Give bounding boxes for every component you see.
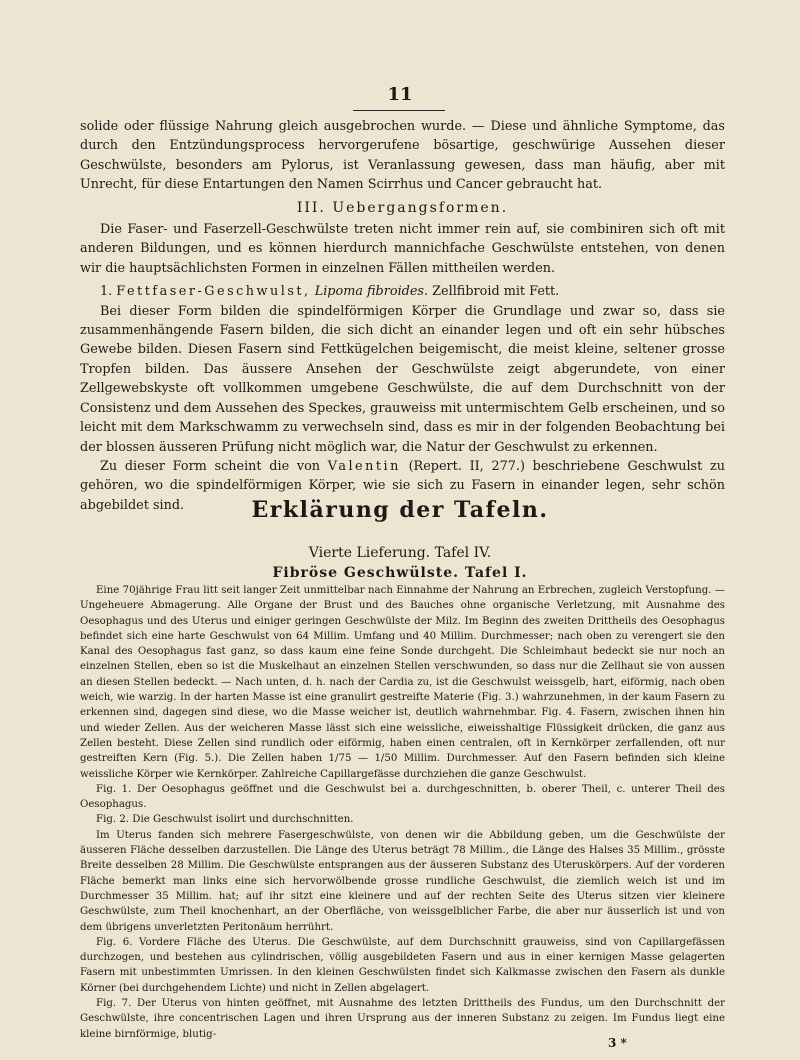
text-fragment: (Repert. II, 277.) beschriebene Geschwulst zu gehören, wo die spindelförmigen Körper, wie sie sich zu Fasern in einander legen, sehr schön abgebildet sind. <box>80 458 725 513</box>
small-paragraph: Im Uterus fanden sich mehrere Fasergeschwülste, von denen wir die Abbildung geben, um die Geschwülste der äusseren Fläche desselben darzustellen. Die Länge des Uterus beträgt 78 Millim., die Länge des Halses 35 Millim., grösste Breite desselben 28 Millim. Die Geschwülste entsprangen aus der äusseren Substanz des Uteruskörpers. Auf der vorderen Fläche bemerkt man links eine sich hervorwölbende grosse rundliche Geschwulst, die ziemlich weich ist und im Durchmesser 35 Millim. hat; auf ihr sitzt eine kleinere und auf der rechten Seite des Uterus sitzen vier kleinere Geschwülste, zum Theil knochenhart, an der Oberfläche, von weissgelblicher Farbe, die aber nur äusserlich ist und von dem übrigens unverletzten Peritonäum herrührt. <box>80 829 725 933</box>
author-name: Valentin <box>327 458 401 474</box>
subsection-heading-fettfaser <box>80 282 725 301</box>
small-paragraph: Eine 70jährige Frau litt seit langer Zeit unmittelbar nach Einnahme der Nahrung an Erbrechen, zugleich Verstopfung. — Ungeheuere Abmagerung. Alle Organe der Brust und des Bauches ohne organische Verletzung, mit Ausnahme des Oesophagus und des Uterus und einiger geringen Geschwülste der Milz. Im Beginn des zweiten Drittheils des Oesophagus befindet sich eine harte Geschwulst von 64 Millim. Umfang und 40 Millim. Durchmesser; nach oben zu verengert sie den Kanal des Oesophagus fast ganz, so dass kaum eine feine Sonde durchgeht. Die Schleimhaut bedeckt sie nur noch an einzelnen Stellen, eben so ist die Muskelhaut an einzelnen Stellen verschwunden, so dass nur die Zellhaut sie von aussen an diesen Stellen bedeckt. — Nach unten, d. h. nach der Cardia zu, ist die Geschwulst weissgelb, hart, eiförmig, nach oben weich, wie warzig. In der harten Masse ist eine granulirt gestreifte Materie (Fig. 3.) wahrzunehmen, in der kaum Fasern zu erkennen sind, dagegen sind diese, wo die Masse weicher ist, deutlich wahrnehmbar. Fig. 4. Fasern, zwischen ihnen hin und wieder Zellen. Aus der weicheren Masse lässt sich eine weissliche, eiweisshaltige Flüssigkeit drücken, die ganz aus Zellen besteht. Diese Zellen sind rundlich oder eiförmig, haben einen centralen, oft in Kernkörper zerfallenden, oft nur gestreiften Kern (Fig. 5.). Die Zellen haben 1/75 — 1/50 Millim. Durchmesser. Auf den Fasern befinden sich kleine weissliche Körper wie Kernkörper. Zahlreiche Capillargefässe durchziehen die ganze Geschwulst. <box>80 585 725 780</box>
page-number: 11 <box>387 84 413 105</box>
main-text <box>80 117 725 515</box>
subsection-subtitle: Zellfibroid mit Fett. <box>432 284 560 300</box>
small-paragraph: Fig. 7. Der Uterus von hinten geöffnet, mit Ausnahme des letzten Drittheils des Fundus, um den Durchschnitt der Geschwülste, ihre concentrischen Lagen und ihren Ursprung aus der inneren Substanz zu zeigen. Im Fundus liegt eine kleine birnförmige, blutig- <box>80 998 725 1040</box>
subsection-title: Fettfaser-Geschwulst, <box>116 284 311 300</box>
small-paragraph: Fig. 6. Vordere Fläche des Uterus. Die Geschwülste, auf dem Durchschnitt grauweiss, sind von Capillargefässen durchzogen, und bestehen aus cylindrischen, völlig ausgebildeten Fasern und aus in einer kernigen Masse gelagerten Fasern mit unbestimmten Umrissen. In den kleinen Geschwülsten findet sich Kalkmasse zwischen den Fasern als dunkle Körner (bei durchgehendem Lichte) und nicht in Zellen abgelagert. <box>80 936 725 994</box>
plate-explanation-text <box>80 583 725 1042</box>
small-paragraph: Fig. 1. Der Oesophagus geöffnet und die Geschwulst bei a. durchgeschnitten, b. oberer Theil, c. unterer Theil des Oesophagus. <box>80 783 725 811</box>
paragraph-fettfaser-description: Bei dieser Form bilden die spindelförmigen Körper die Grundlage und zwar so, dass sie zusammenhängende Fasern bilden, die sich dicht an einander legen und oft ein sehr hübsches Gewebe bilden. Diesen Fasern sind Fettkügelchen beigemischt, die meist kleine, seltener grosse Tropfen bilden. Das äussere Ansehen der Geschwülste zeigt abgerundete, von einer Zellgewebskyste oft vollkommen umgebene Geschwülste, die auf dem Durchschnitt von der Consistenz und dem Aussehen des Speckes, grauweiss mit untermischtem Gelb erscheinen, und so leicht mit dem Markschwamm zu verwechseln sind, dass es mir in der folgenden Beobachtung bei der blossen äusseren Prüfung nicht möglich war, die Natur der Geschwulst zu erkennen. <box>80 303 725 455</box>
text-fragment: Zu dieser Form scheint die von <box>100 458 321 474</box>
plates-title: Erklärung der Tafeln. <box>251 497 549 523</box>
subsection-number: 1. <box>100 284 113 300</box>
small-paragraph: Fig. 2. Die Geschwulst isolirt und durchschnitten. <box>96 814 354 826</box>
signature-mark: 3 * <box>608 1036 627 1050</box>
paragraph-uebergangsformen: Die Faser- und Faserzell-Geschwülste treten nicht immer rein auf, sie combiniren sich oft mit anderen Bildungen, und es können hierdurch mannichfache Geschwülste entstehen, von denen wir die hauptsächlichsten Formen in einzelnen Fällen mittheilen werden. <box>80 222 725 276</box>
page-number-rule <box>353 110 445 111</box>
delivery-heading: Vierte Lieferung. Tafel IV. <box>308 545 492 561</box>
section-heading-uebergangsformen: III. Uebergangsformen. <box>296 199 509 216</box>
subsection-latin-name: Lipoma fibroides. <box>314 284 429 300</box>
paragraph-intro: solide oder flüssige Nahrung gleich ausgebrochen wurde. — Diese und ähnliche Symptome, das durch den Entzündungsprocess hervorgerufene bösartige, geschwürige Aussehen dieser Geschwülste, besonders am Pylorus, ist Veranlassung gewesen, dass man häufig, aber mit Unrecht, für diese Entartungen den Namen Scirrhus und Cancer gebraucht hat. <box>80 119 725 193</box>
plate-heading: Fibröse Geschwülste. Tafel I. <box>272 565 528 581</box>
